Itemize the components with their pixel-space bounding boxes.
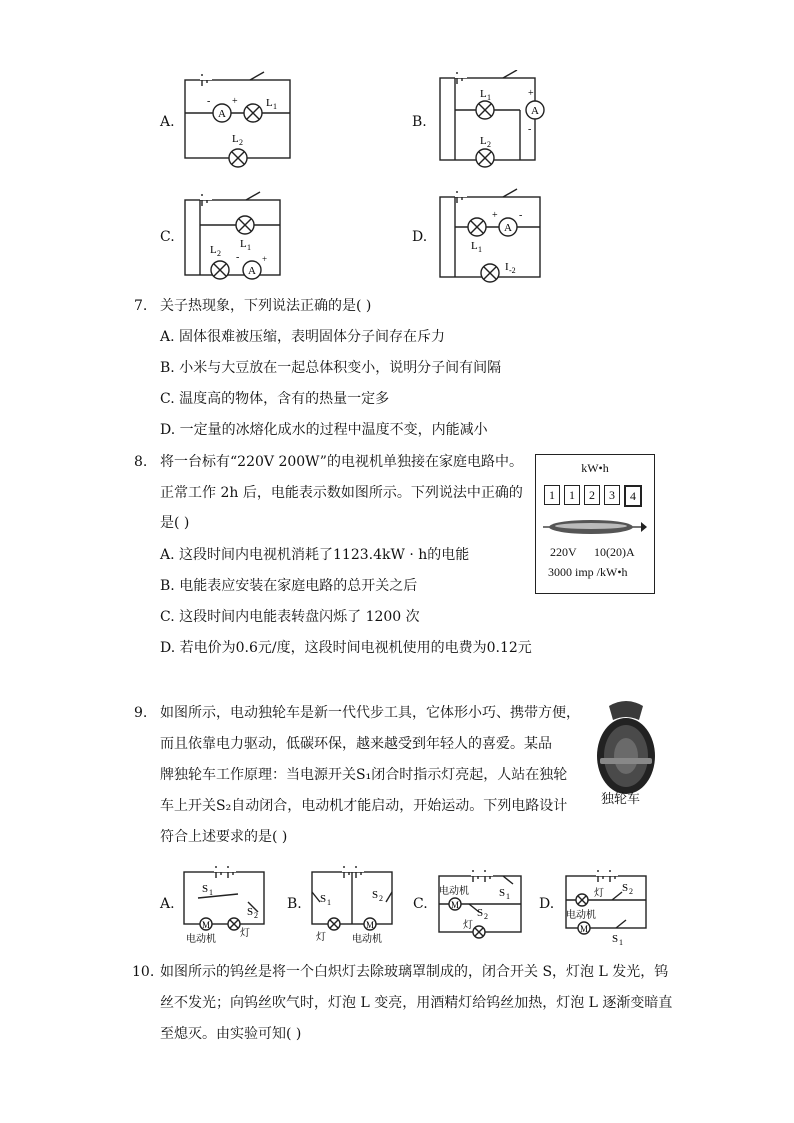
svg-text:A: A: [248, 265, 256, 277]
svg-text:S: S: [477, 907, 484, 919]
svg-text:L: L: [471, 240, 478, 252]
circuit-d-label: D.: [412, 229, 428, 245]
svg-text:I: I: [505, 261, 509, 273]
q9-circuit-a-diagram: [178, 862, 268, 946]
q8-stem-line3: 是( ): [160, 515, 190, 531]
q8-option-d: D. 若电价为0.6元/度，这段时间电视机使用的电费为0.12元: [160, 640, 532, 656]
svg-text:2: 2: [484, 912, 488, 921]
circuit-a-label: A.: [160, 114, 175, 130]
meter-digits: [544, 485, 642, 507]
q9-circuit-d-diagram: [560, 866, 655, 946]
q7-option-c: C. 温度高的物体，含有的热量一定多: [160, 391, 390, 407]
q9-stem-line2: 而且依靠电力驱动，低碳环保，越来越受到年轻人的喜爱。某品: [160, 736, 552, 752]
svg-text:-: -: [528, 124, 532, 135]
meter-digit: 1: [544, 485, 560, 505]
svg-text:M: M: [202, 920, 211, 930]
q8-option-c: C. 这段时间内电能表转盘闪烁了 1200 次: [160, 609, 420, 625]
meter-current: 10(20)A: [594, 545, 635, 559]
svg-text:电动机: 电动机: [439, 886, 469, 897]
q9-circuit-a-label: A.: [160, 896, 175, 912]
meter-disc-icon: [541, 515, 649, 539]
meter-digit: 3: [604, 485, 620, 505]
q9-stem-line5: 符合上述要求的是( ): [160, 829, 288, 845]
q9-stem-line4: 车上开关S₂自动闭合，电动机才能启动，开始运动。下列电路设计: [160, 798, 568, 814]
svg-text:L: L: [480, 88, 487, 100]
circuit-a-diagram: [180, 70, 295, 174]
svg-text:S: S: [372, 889, 379, 901]
svg-text:A: A: [531, 105, 539, 117]
q8-number: 8.: [134, 454, 148, 470]
circuit-c-diagram: [180, 190, 295, 288]
svg-text:灯: 灯: [240, 928, 250, 939]
meter-digit: 1: [564, 485, 580, 505]
svg-text:+: +: [232, 96, 238, 107]
svg-text:A: A: [504, 222, 512, 234]
svg-text:-2: -2: [509, 266, 516, 275]
svg-text:L: L: [210, 244, 217, 256]
svg-text:S: S: [612, 933, 619, 945]
svg-text:+: +: [492, 210, 498, 221]
svg-text:1: 1: [327, 898, 331, 907]
svg-text:2: 2: [487, 140, 491, 149]
ammeter-a: A: [218, 108, 226, 120]
svg-text:1: 1: [247, 243, 251, 252]
svg-text:L: L: [232, 133, 239, 145]
q10-stem-line3: 至熄灭。由实验可知( ): [160, 1026, 302, 1042]
energy-meter: [535, 454, 655, 594]
svg-text:M: M: [366, 920, 375, 930]
svg-text:+: +: [262, 254, 268, 264]
q7-number: 7.: [134, 298, 148, 314]
svg-text:S: S: [202, 883, 209, 895]
svg-text:电动机: 电动机: [186, 934, 216, 945]
meter-voltage: 220V: [550, 545, 577, 559]
q9-stem-line3: 牌独轮车工作原理：当电源开关S₁闭合时指示灯亮起，人站在独轮: [160, 767, 568, 783]
svg-text:灯: 灯: [463, 920, 473, 931]
q8-option-a: A. 这段时间内电视机消耗了1123.4kW · h的电能: [160, 547, 470, 563]
svg-text:2: 2: [629, 887, 633, 896]
q10-number: 10.: [132, 964, 155, 980]
svg-text:S: S: [247, 906, 254, 918]
q10-stem-line1: 如图所示的钨丝是将一个白炽灯去除玻璃罩制成的，闭合开关 S，灯泡 L 发光，钨: [160, 964, 669, 980]
svg-text:1: 1: [273, 102, 277, 111]
circuit-b-label: B.: [412, 114, 427, 130]
q7-option-d: D. 一定量的冰熔化成水的过程中温度不变，内能减小: [160, 422, 488, 438]
q9-circuit-c-label: C.: [413, 896, 428, 912]
q8-stem-line2: 正常工作 2h 后，电能表示数如图所示。下列说法中正确的: [160, 485, 523, 501]
svg-text:-: -: [207, 96, 211, 107]
unicycle-caption: 独轮车: [601, 792, 641, 807]
circuit-b-diagram: [435, 70, 550, 174]
q9-number: 9.: [134, 705, 148, 721]
svg-text:1: 1: [209, 888, 213, 897]
svg-text:1: 1: [619, 938, 623, 946]
svg-text:2: 2: [217, 249, 221, 258]
q8-option-b: B. 电能表应安装在家庭电路的总开关之后: [160, 578, 418, 594]
svg-text:M: M: [580, 924, 589, 934]
svg-text:L: L: [266, 97, 273, 109]
q9-circuit-c-diagram: [433, 866, 528, 942]
svg-text:灯: 灯: [594, 888, 604, 899]
svg-text:-: -: [519, 210, 523, 221]
svg-text:-: -: [236, 252, 240, 263]
svg-text:M: M: [451, 900, 460, 910]
svg-text:1: 1: [506, 892, 510, 901]
q7-option-b: B. 小米与大豆放在一起总体积变小，说明分子间有间隔: [160, 360, 502, 376]
svg-text:S: S: [320, 893, 327, 905]
q8-stem-line1: 将一台标有“220V 200W”的电视机单独接在家庭电路中。: [160, 454, 523, 470]
meter-digit-decimal: 4: [624, 485, 642, 507]
svg-text:2: 2: [379, 894, 383, 903]
svg-text:灯: 灯: [316, 932, 326, 943]
svg-text:电动机: 电动机: [352, 934, 382, 945]
q9-stem-line1: 如图所示，电动独轮车是新一代代步工具，它体形小巧、携带方便，: [160, 705, 580, 721]
svg-text:+: +: [528, 88, 534, 99]
meter-unit: kW•h: [581, 461, 609, 475]
svg-text:电动机: 电动机: [566, 910, 596, 921]
svg-text:2: 2: [239, 138, 243, 147]
svg-text:1: 1: [478, 245, 482, 254]
q7-stem: 关子热现象，下列说法正确的是( ): [160, 298, 372, 314]
svg-text:L: L: [480, 135, 487, 147]
svg-text:S: S: [499, 887, 506, 899]
meter-constant: 3000 imp /kW•h: [548, 565, 628, 579]
svg-text:S: S: [622, 882, 629, 894]
circuit-d-diagram: [435, 187, 550, 287]
q9-circuit-d-label: D.: [539, 896, 555, 912]
svg-text:2: 2: [254, 911, 258, 920]
svg-text:L: L: [240, 238, 247, 250]
meter-digit: 2: [584, 485, 600, 505]
q10-stem-line2: 丝不发光；向钨丝吹气时，灯泡 L 变亮，用酒精灯给钨丝加热，灯泡 L 逐渐变暗直: [160, 995, 673, 1011]
svg-text:1: 1: [487, 93, 491, 102]
circuit-c-label: C.: [160, 229, 175, 245]
q9-circuit-b-label: B.: [287, 896, 302, 912]
q7-option-a: A. 固体很难被压缩，表明固体分子间存在斥力: [160, 329, 446, 345]
q9-circuit-b-diagram: [306, 862, 398, 946]
